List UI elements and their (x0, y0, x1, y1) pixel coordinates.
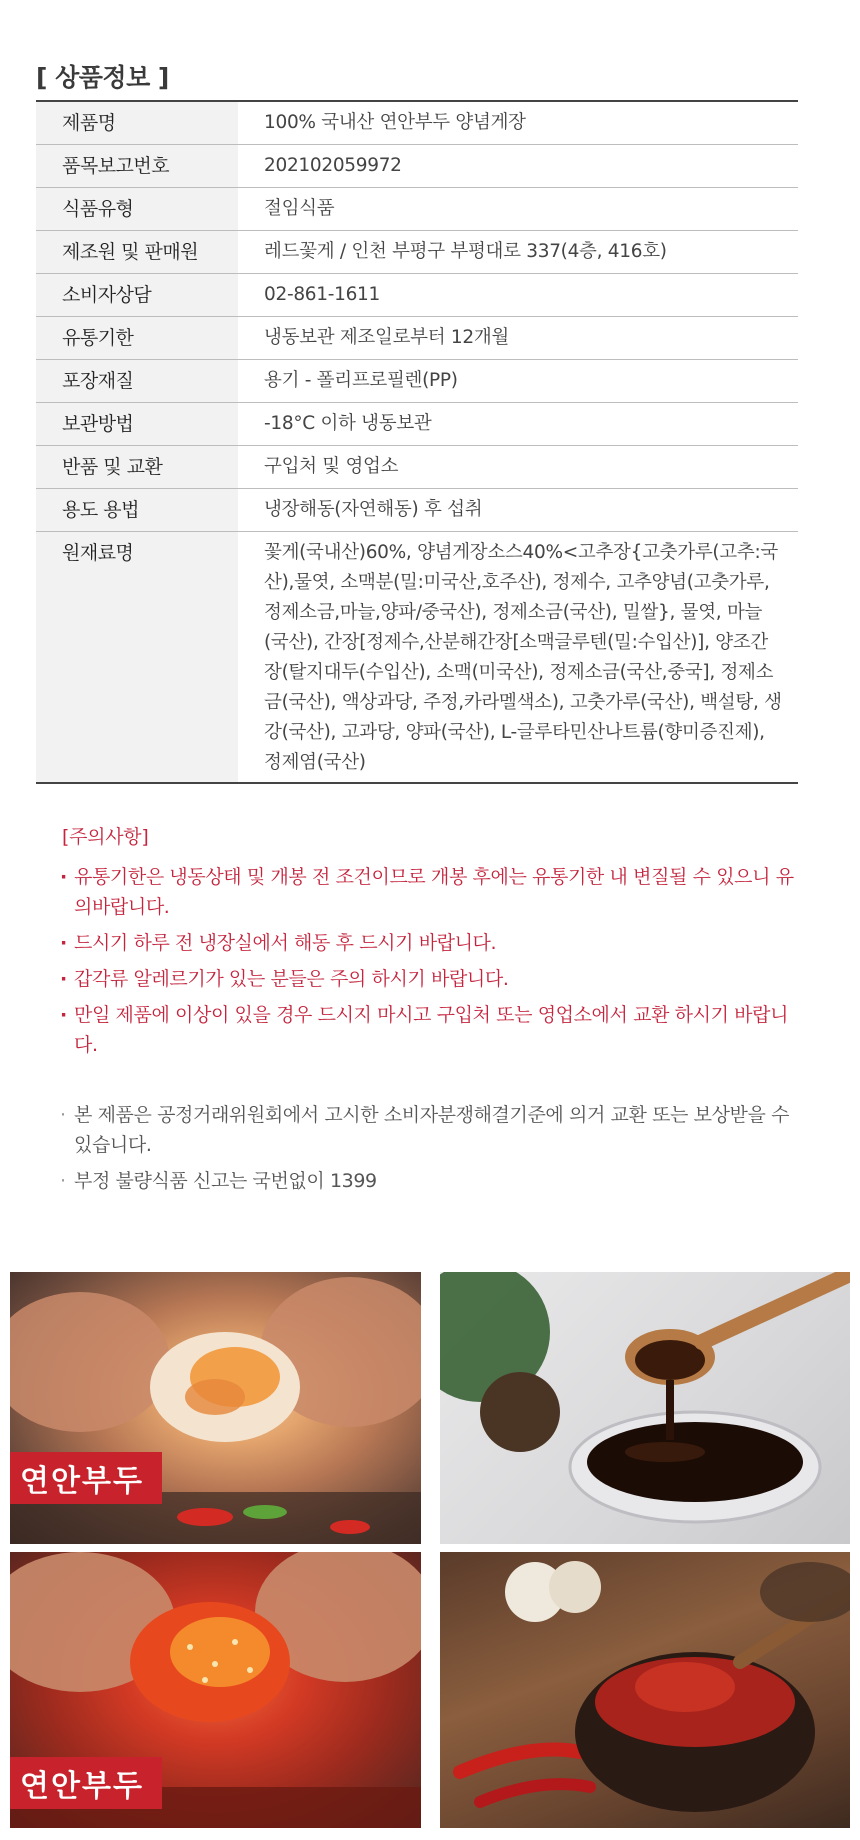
caution-item: · 만일 제품에 이상이 있을 경우 드시지 마시고 구입처 또는 영업소에서 교환 하시기 바랍니다. (60, 1000, 800, 1060)
consumer-phone: 02-861-1611 (264, 284, 380, 305)
table-row (36, 403, 798, 446)
row-label: 원재료명 (36, 532, 238, 784)
row-value: 냉장해동(자연해동) 후 섭취 (264, 499, 483, 520)
notes-list (60, 1100, 800, 1202)
crab-photo-2 (10, 1552, 421, 1828)
brand-label: 연안부두 (10, 1757, 162, 1809)
table-row (36, 317, 798, 360)
table-row (36, 360, 798, 403)
gochujang-illustration (440, 1552, 850, 1828)
row-label: 품목보고번호 (36, 145, 238, 188)
row-value: 레드꽃게 / 인천 부평구 부평대로 337(4층, 416호) (264, 241, 667, 262)
table-row (36, 532, 798, 784)
row-label: 제조원 및 판매원 (36, 231, 238, 274)
row-value: -18°C 이하 냉동보관 (264, 413, 432, 434)
table-row (36, 231, 798, 274)
caution-item: · 유통기한은 냉동상태 및 개봉 전 조건이므로 개봉 후에는 유통기한 내 변질될 수 있으니 유의바랍니다. (60, 862, 800, 922)
table-row (36, 188, 798, 231)
ingredients-value: 꽃게(국내산)60%, 양념게장소스40%<고추장{고춧가루(고추:국산),물엿, 소맥분(밀:미국산,호주산), 정제수, 고추양념(고춧가루, 정제소금,마늘,양파/중국산), 정제소금(국산), 밀쌀}, 물엿, 마늘(국산), 간장[정제수,산분해간장[소맥글루텐(밀:수입산)], 양조간장(탈지대두(수입산), 소맥(미국산), 정제소금(국산,중국], 정제소금(국산), 액상과당, 주정,카라멜색소), 고춧가루(국산), 백설탕, 생강(국산), 고과당, 양파(국산), L-글루타민산나트륨(향미증진제), 정제염(국산) (264, 542, 782, 773)
row-value: 100% 국내산 연안부두 양념게장 (264, 112, 526, 133)
soy-sauce-illustration (440, 1272, 850, 1544)
table-row (36, 145, 798, 188)
gochujang-photo (440, 1552, 850, 1828)
caution-title: [주의사항] (62, 826, 149, 848)
row-label: 용도 용법 (36, 489, 238, 532)
row-label: 보관방법 (36, 403, 238, 446)
note-item: · 본 제품은 공정거래위원회에서 고시한 소비자분쟁해결기준에 의거 교환 또는 보상받을 수 있습니다. (60, 1100, 800, 1160)
row-label: 유통기한 (36, 317, 238, 360)
table-row (36, 101, 798, 145)
row-value: 용기 - 폴리프로필렌(PP) (264, 370, 458, 391)
note-item: · 부정 불량식품 신고는 국번없이 1399 (60, 1166, 800, 1196)
row-value: 202102059972 (264, 155, 402, 176)
soy-sauce-photo (440, 1272, 850, 1544)
row-label: 식품유형 (36, 188, 238, 231)
row-value: 구입처 및 영업소 (264, 456, 399, 477)
crab-photo-1 (10, 1272, 421, 1544)
row-label: 반품 및 교환 (36, 446, 238, 489)
table-row (36, 446, 798, 489)
brand-label: 연안부두 (10, 1452, 162, 1504)
caution-item: · 갑각류 알레르기가 있는 분들은 주의 하시기 바랍니다. (60, 964, 800, 994)
row-value: 절임식품 (264, 198, 335, 219)
row-label: 제품명 (36, 101, 238, 145)
row-value: 냉동보관 제조일로부터 12개월 (264, 327, 509, 348)
table-row (36, 489, 798, 532)
product-info-table (36, 100, 798, 784)
section-title: [ 상품정보 ] (36, 63, 169, 92)
caution-item: · 드시기 하루 전 냉장실에서 해동 후 드시기 바랍니다. (60, 928, 800, 958)
row-label: 포장재질 (36, 360, 238, 403)
row-label: 소비자상담 (36, 274, 238, 317)
table-row (36, 274, 798, 317)
caution-list (60, 862, 800, 1066)
